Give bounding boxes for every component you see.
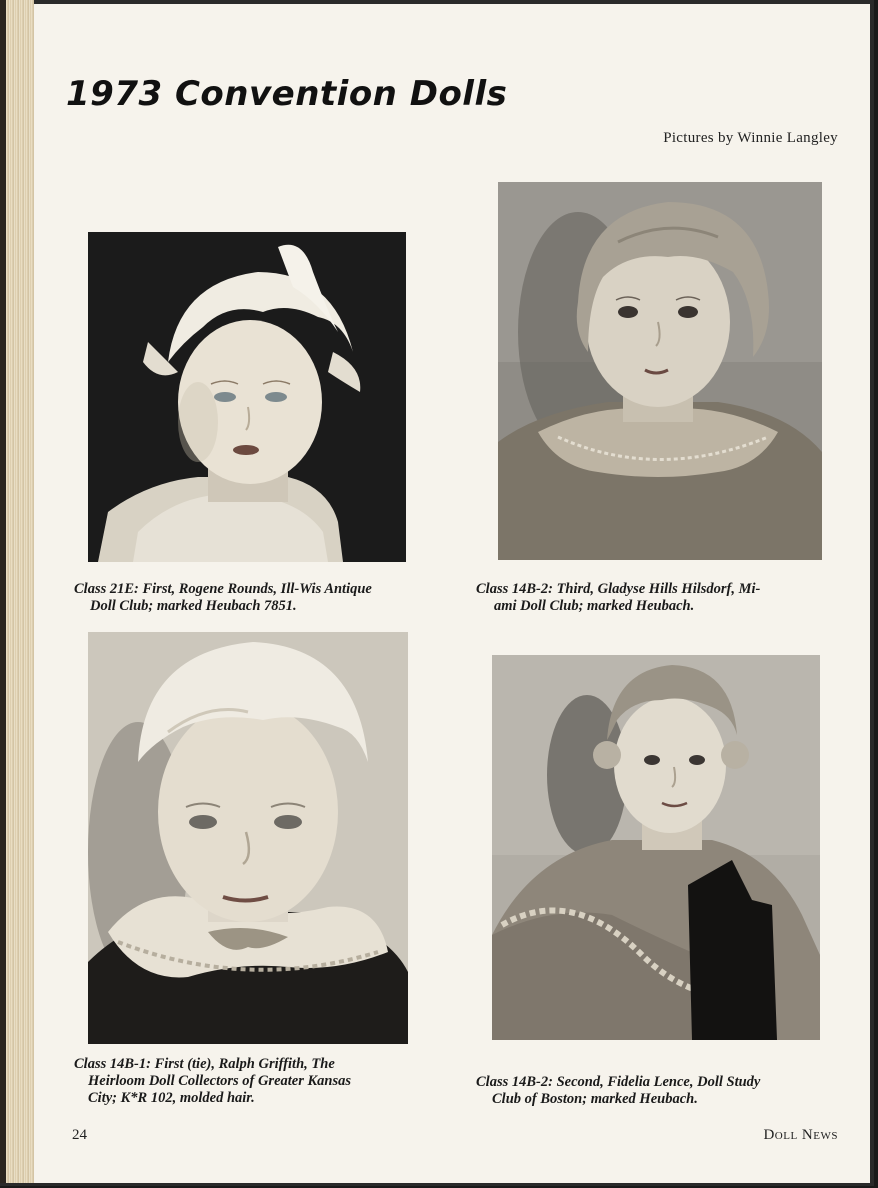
doll-photo-class-14b-2-second [492,655,820,1040]
caption-line: ami Doll Club; marked Heubach. [494,598,695,614]
page-edge-top [34,0,874,4]
caption-class-14b-2-third [476,581,760,615]
caption-line: Class 14B-2: Third, Gladyse Hills Hilsdorf, Mi- [476,581,761,597]
caption-line: Class 21E: First, Rogene Rounds, Ill-Wis Antique [74,581,372,597]
caption-line: Doll Club; marked Heubach 7851. [90,598,297,614]
doll-photo-class-14b-2-third [498,182,822,560]
caption-line: Class 14B-1: First (tie), Ralph Griffith, The [74,1056,335,1072]
caption-line: Club of Boston; marked Heubach. [492,1091,698,1107]
page-number: 24 [72,1127,87,1143]
caption-line: City; K*R 102, molded hair. [88,1090,255,1106]
photo-credit: Pictures by Winnie Langley [663,130,838,146]
doll-photo-class-21e [88,232,406,562]
article-title: 1973 Convention Dolls [66,74,508,114]
caption-line: Class 14B-2: Second, Fidelia Lence, Doll Study [476,1074,761,1090]
caption-line: Heirloom Doll Collectors of Greater Kansas [88,1073,352,1089]
caption-class-14b-2-second [476,1074,760,1108]
page-edge-bottom [0,1183,874,1186]
caption-class-21e [74,581,372,615]
doll-photo-class-14b-1 [88,632,408,1044]
caption-class-14b-1 [74,1056,351,1107]
publication-name: Doll News [763,1127,838,1143]
page-edge-right [870,0,874,1186]
spine-shadow [0,0,6,1186]
